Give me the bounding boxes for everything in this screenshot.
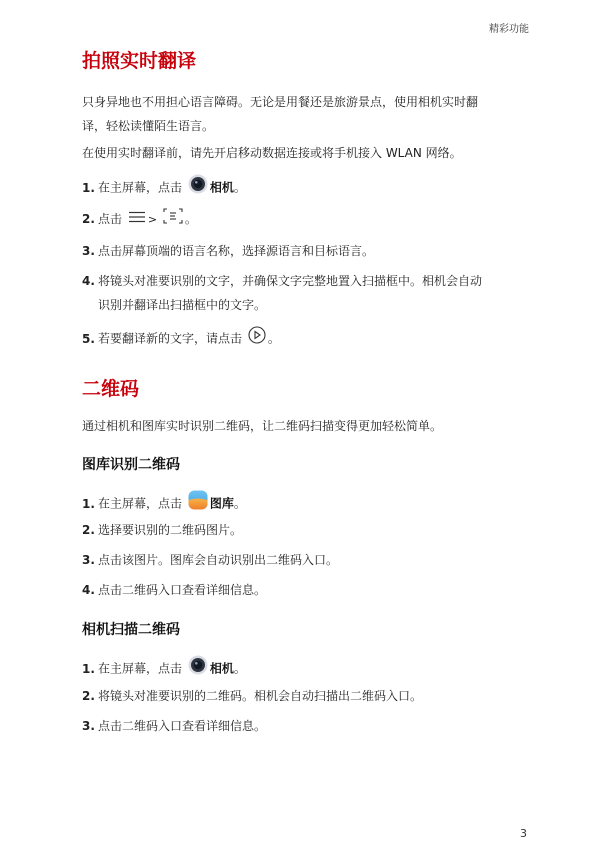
step-number: 3. [82,553,95,567]
step-text: 将镜头对准要识别的二维码。相机会自动扫描出二维码入口。 [98,689,423,703]
camera-app-label: 相机 [209,661,234,676]
step-text: 点击该图片。图库会自动识别出二维码入口。 [98,553,339,567]
translate-step-1 [82,174,532,202]
step-text: 点击二维码入口查看详细信息。 [98,583,267,597]
camera-step-3 [82,714,532,738]
translate-icon [163,208,183,232]
step-punct: 。 [233,180,246,195]
section-title-qr: 二维码 [82,378,140,400]
step-number: 2. [82,689,95,703]
step-text-line-1: 将镜头对准要识别的文字，并确保文字完整地置入扫描框中。相机会自动 [98,274,483,288]
step-text-line-2: 识别并翻译出扫描框中的文字。 [98,298,267,312]
step-number: 2. [82,523,95,537]
step-separator: > [147,213,158,226]
subsection-title-gallery: 图库识别二维码 [82,457,180,473]
gallery-step-4 [82,578,532,602]
step-number: 3. [82,719,95,733]
step-punct: 。 [233,496,246,511]
step-number: 4. [82,583,95,597]
camera-app-icon [188,655,208,683]
gallery-step-1 [82,490,532,518]
step-number: 1. [82,496,95,511]
menu-icon [128,208,146,232]
step-number: 1. [82,661,95,676]
translate-intro-line-1: 只身异地也不用担心语言障碍。无论是用餐还是旅游景点，使用相机实时翻 [82,95,479,109]
running-header: 精彩功能 [489,24,529,35]
step-text: 点击屏幕顶端的语言名称，选择源语言和目标语言。 [98,244,375,258]
step-number: 3. [82,244,95,258]
step-number: 4. [82,274,95,288]
gallery-step-3 [82,548,532,572]
camera-step-2 [82,684,532,708]
page-number: 3 [520,827,527,840]
step-punct: 。 [184,212,197,226]
step-number: 1. [82,180,95,195]
translate-intro-line-2: 译，轻松读懂陌生语言。 [82,119,215,133]
gallery-app-label: 图库 [209,496,234,511]
step-number: 2. [82,212,95,226]
gallery-step-2 [82,518,532,542]
translate-intro [82,90,532,138]
qr-intro: 通过相机和图库实时识别二维码，让二维码扫描变得更加轻松简单。 [82,419,443,433]
translate-step-4 [82,269,532,317]
step-text: 在主屏幕，点击 [98,661,183,676]
subsection-title-camera: 相机扫描二维码 [82,622,180,638]
step-number: 5. [82,331,95,346]
step-punct: 。 [233,661,246,676]
camera-step-1 [82,655,532,683]
step-text: 在主屏幕，点击 [98,496,183,511]
camera-app-label: 相机 [209,180,234,195]
translate-step-5 [82,326,532,352]
translate-step-2 [82,207,532,232]
translate-note: 在使用实时翻译前，请先开启移动数据连接或将手机接入 WLAN 网络。 [82,146,462,160]
step-text: 在主屏幕，点击 [98,180,183,195]
step-text: 若要翻译新的文字，请点击 [98,331,243,346]
step-text: 选择要识别的二维码图片。 [98,523,243,537]
step-text: 点击二维码入口查看详细信息。 [98,719,267,733]
step-punct: 。 [267,331,280,346]
gallery-app-icon [188,490,208,518]
camera-app-icon [188,174,208,202]
section-title-translate: 拍照实时翻译 [82,50,197,72]
translate-step-3 [82,239,532,263]
step-text: 点击 [98,212,123,226]
play-circle-icon [248,326,266,352]
